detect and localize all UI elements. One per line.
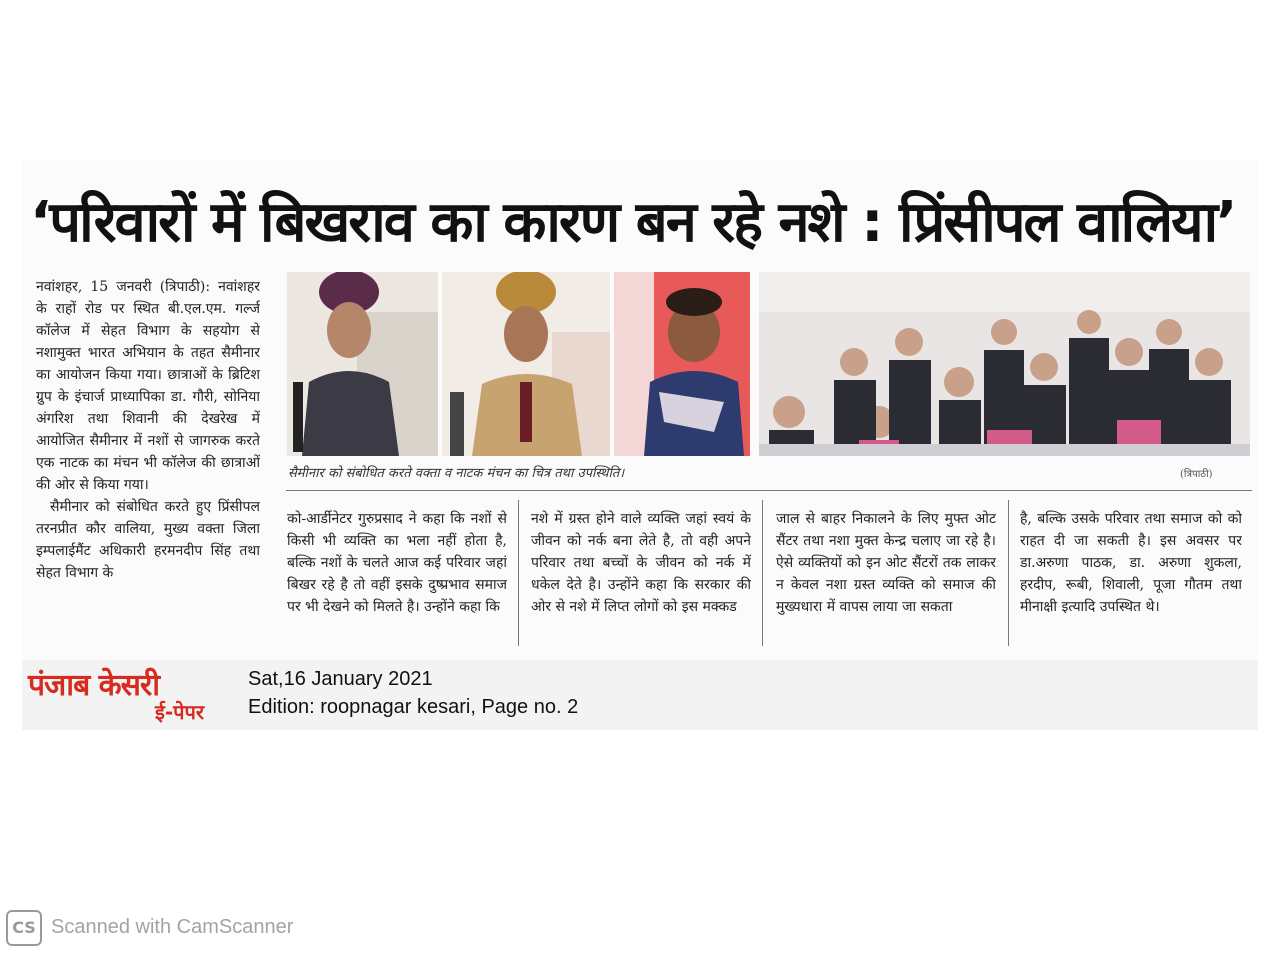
photo-credit: (त्रिपाठी) xyxy=(1180,469,1213,480)
article-headline: ‘परिवारों में बिखराव का कारण बन रहे नशे : प्रिंसीपल वालिया’ xyxy=(30,190,1236,255)
edition-info: Edition: roopnagar kesari, Page no. 2 xyxy=(248,696,579,718)
article-column-3: नशे में ग्रस्त होने वाले व्यक्ति जहां स्वयं के जीवन को नर्क बना लेते है, तो वही अपने परिवार तथा बच्चों के जीवन को नर्क में धकेल देते है। उन्होंने कहा कि सरकार की ओर से नशे में लिप्त लोगों को इस मक्कड xyxy=(531,511,751,615)
column-divider xyxy=(518,500,519,646)
speaker-photo-1 xyxy=(287,272,438,456)
camscanner-logo-icon: CS xyxy=(6,910,42,946)
edition-date: Sat,16 January 2021 xyxy=(248,668,433,690)
article-paragraph-intro: नवांशहर, 15 जनवरी (त्रिपाठी): नवांशहर के राहों रोड पर स्थित बी.एल.एम. गर्ल्ज कॉलेज में सेहत विभाग के सहयोग से नशामुक्त भारत अभियान के तहत सैमीनार का आयोजन किया गया। छात्राओं के ब्रिटिश ग्रुप के इंचार्ज प्राध्यापिका डा. गौरी, सोनिया अंगरिश तथा शिवानी की देखरेख में आयोजित सैमीनार में नशों से जागरुक करते एक नाटक का मंचन भी कॉलेज की छात्राओं की ओर से किया गया। xyxy=(36,279,260,493)
caption-divider xyxy=(286,490,1252,491)
article-column-4: जाल से बाहर निकालने के लिए मुफ्त ओट सैंटर तथा नशा मुक्त केन्द्र चलाए जा रहे है। ऐसे व्यक्तियों को इन ओट सैंटरों तक लाकर न केवल नशा ग्रस्त व्यक्ति को समाज की मुख्यधारा में वापस लाया जा सकता xyxy=(776,511,996,615)
article-column-1 xyxy=(36,276,260,646)
column-divider xyxy=(1008,500,1009,646)
drama-photo xyxy=(614,272,750,456)
audience-photo xyxy=(759,272,1250,456)
column-divider xyxy=(762,500,763,646)
punjab-kesari-logo: पंजाब केसरी xyxy=(28,668,160,703)
article-column-5: है, बल्कि उसके परिवार तथा समाज को को राहत दी जा सकती है। इस अवसर पर डा.अरुणा पाठक, डा. अरुणा शुकला, हरदीप, रूबी, शिवाली, पूजा गौतम तथा मीनाक्षी इत्यादि उपस्थित थे। xyxy=(1020,511,1242,615)
camscanner-watermark: Scanned with CamScanner xyxy=(51,916,294,938)
epaper-label: ई-पेपर xyxy=(155,700,205,724)
photo-caption: सैमीनार को संबोधित करते वक्ता व नाटक मंचन का चित्र तथा उपस्थिति। xyxy=(288,466,625,481)
article-paragraph-seminar: सैमीनार को संबोधित करते हुए प्रिंसीपल तरनप्रीत कौर वालिया, मुख्य वक्ता जिला इम्पलाईमैंट अधिकारी हरमनदीप सिंह तथा सेहत विभाग के xyxy=(36,499,260,581)
speaker-photo-2 xyxy=(442,272,610,456)
article-column-2: को-आर्डीनेटर गुरुप्रसाद ने कहा कि नशों से किसी भी व्यक्ति का भला नहीं होता है, बल्कि नशों के चलते आज कई परिवार जहां बिखर रहे है तो वहीं इसके दुष्प्रभाव समाज पर भी देखने को मिलते है। उन्होंने कहा कि xyxy=(287,511,507,615)
epaper-footer xyxy=(22,660,1258,730)
